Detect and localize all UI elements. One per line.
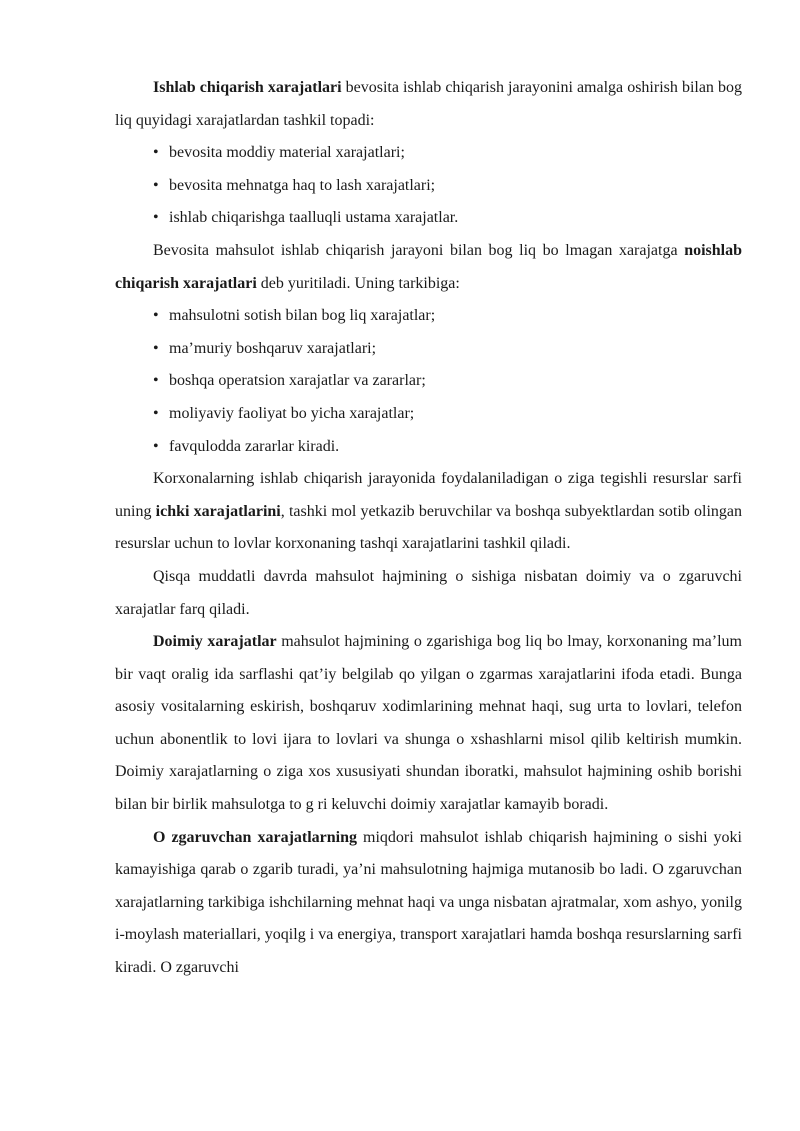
- list-item: • ishlab chiqarishga taalluqli ustama xarajatlar.: [153, 202, 742, 235]
- term-internal-costs: ichki xarajatlarini: [155, 502, 281, 520]
- term-non-production-costs: noishlab chiqarish xarajatlari: [115, 241, 742, 292]
- term-production-costs: Ishlab chiqarish xarajatlari: [153, 79, 342, 96]
- paragraph-internal-costs: [115, 463, 742, 561]
- paragraph-production-costs: [115, 72, 742, 137]
- term-variable-costs: O zgaruvchan xarajatlarning: [153, 828, 358, 846]
- paragraph-text: mahsulot hajmining o zgarishiga bog liq bo lmay, korxonaning ma’lum bir vaqt oralig ida sarflashi qat’iy belgilab qo yilgan o zgarmas xarajatlarini ifoda etadi. Bunga asosiy vositalarning eskirish, boshqaruv xodimlarining mehnat haqi, sug urta to lovlari, telefon uchun abonentlik to lovi ijara to lovlari va shunga o xshashlarni misol qilib keltirish mumkin. Doimiy xarajatlarning o ziga xos xususiyati shundan iboratki, mahsulot hajmining oshib borishi bilan bir birlik mahsulotga to g ri keluvchi doimiy xarajatlar kamayib boradi.: [115, 633, 743, 814]
- non-production-costs-list: [115, 300, 742, 463]
- paragraph-text: deb yuritiladi. Uning tarkibiga:: [256, 274, 460, 292]
- term-fixed-costs: Doimiy xarajatlar: [153, 633, 277, 651]
- list-item: • bevosita moddiy material xarajatlari;: [153, 137, 742, 170]
- list-item: • ma’muriy boshqaruv xarajatlari;: [153, 333, 742, 366]
- paragraph-fixed-costs: [115, 626, 742, 822]
- list-item: • mahsulotni sotish bilan bog liq xarajatlar;: [153, 300, 742, 333]
- paragraph-text: , tashki mol yetkazib beruvchilar va boshqa subyektlardan sotib olingan resurslar uchun to lovlar korxonaning tashqi xarajatlarini tashkil qiladi.: [115, 502, 742, 553]
- production-costs-list: [115, 137, 742, 235]
- paragraph-variable-costs: [115, 822, 742, 985]
- list-item: • favqulodda zararlar kiradi.: [153, 431, 742, 464]
- paragraph-short-term: Qisqa muddatli davrda mahsulot hajmining o sishiga nisbatan doimiy va o zgaruvchi xarajatlar farq qiladi.: [115, 567, 742, 618]
- paragraph-text: miqdori mahsulot ishlab chiqarish hajmining o sishi yoki kamayishiga qarab o zgarib turadi, ya’ni mahsulotning hajmiga mutanosib bo ladi. O zgaruvchan xarajatlarning tarkibiga ishchilarning mehnat haqi va unga nisbatan ajratmalar, xom ashyo, yonilg i-moylash materiallari, yoqilg i va energiya, transport xarajatlari hamda boshqa resurslarning sarfi kiradi. O zgaruvchi: [115, 828, 742, 977]
- list-item: • boshqa operatsion xarajatlar va zararlar;: [153, 365, 742, 398]
- paragraph-text: Bevosita mahsulot ishlab chiqarish jarayoni bilan bog liq bo lmagan xarajatga: [153, 241, 685, 259]
- list-item: • bevosita mehnatga haq to lash xarajatlari;: [153, 170, 742, 203]
- paragraph-text: bevosita ishlab chiqarish jarayonini amalga oshirish bilan bog liq quyidagi xarajatlardan tashkil topadi:: [115, 79, 742, 129]
- paragraph-non-production-costs: [115, 235, 742, 300]
- paragraph-text: Korxonalarning ishlab chiqarish jarayonida foydalaniladigan o ziga tegishli resurslar sarfi uning: [115, 470, 742, 520]
- list-item: • moliyaviy faoliyat bo yicha xarajatlar;: [153, 398, 742, 431]
